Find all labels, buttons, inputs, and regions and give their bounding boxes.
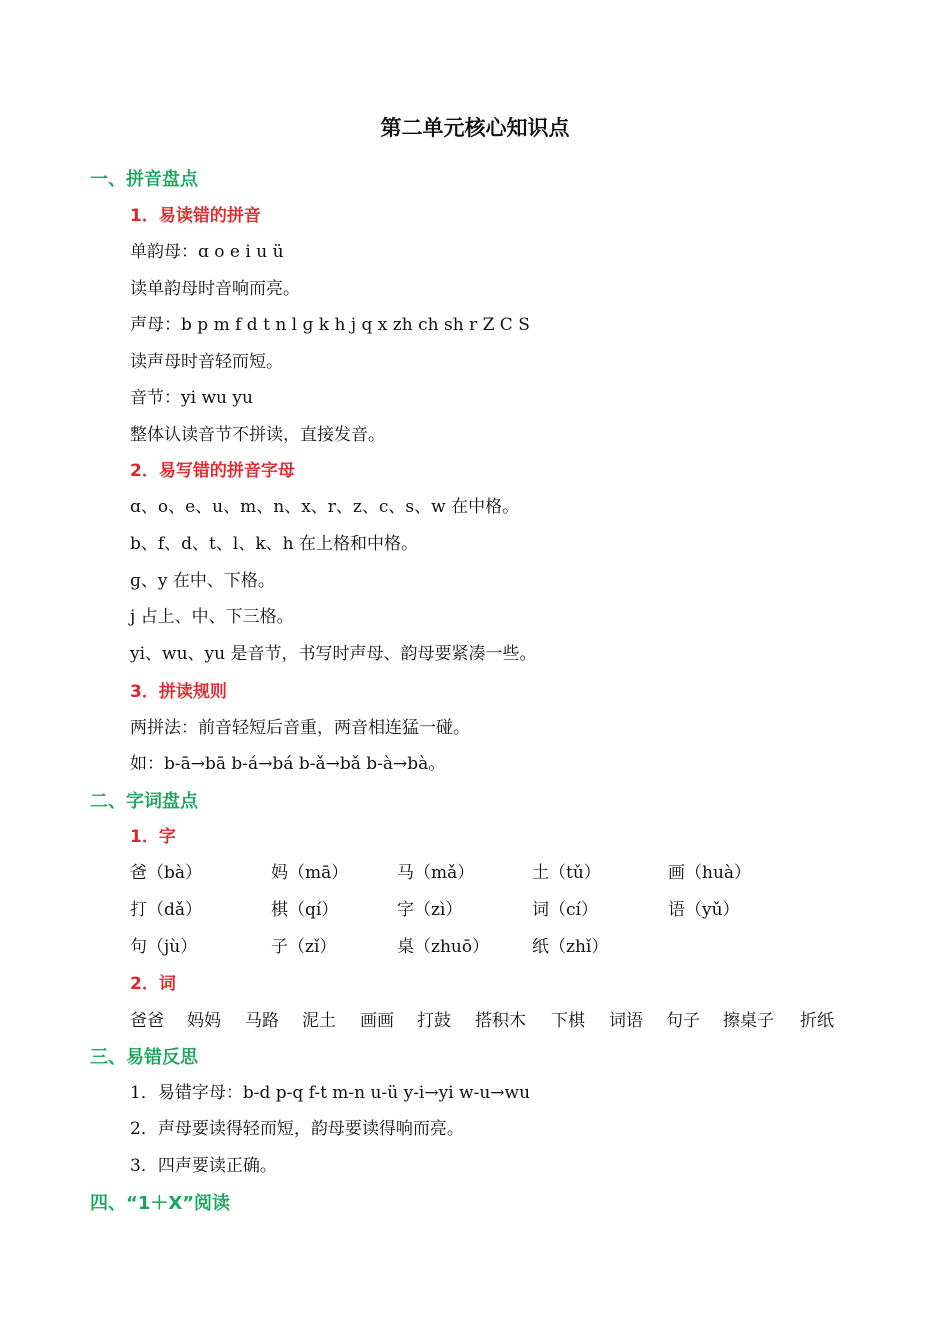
char-item: 土（tǔ） (532, 863, 601, 883)
char-item: 子（zǐ） (271, 937, 337, 957)
subheading-spelling-rules: 3．拼读规则 (130, 682, 227, 702)
char-item: 打（dǎ） (130, 900, 203, 920)
char-item: 语（yǔ） (668, 900, 740, 920)
char-item: 马（mǎ） (397, 863, 475, 883)
vocab-word: 擦桌子 (723, 1011, 774, 1031)
text-line: 1．易错字母：b-d p-q f-t m-n u-ü y-i→yi w-u→wu (130, 1083, 531, 1103)
subheading-miswritten-letters: 2．易写错的拼音字母 (130, 461, 295, 481)
char-item: 词（cí） (532, 900, 598, 920)
vocab-word: 打鼓 (417, 1011, 451, 1031)
text-line: yi、wu、yu 是音节，书写时声母、韵母要紧凑一些。 (130, 644, 537, 664)
text-line: 读单韵母时音响而亮。 (130, 279, 300, 299)
section-heading-words: 二、字词盘点 (90, 791, 198, 812)
text-line: 声母：b p m f d t n l ɡ k h j q x zh ch sh r Z C S (130, 315, 530, 335)
text-line: b、f、d、t、l、k、h 在上格和中格。 (130, 534, 418, 554)
page-title: 第二单元核心知识点 (380, 116, 570, 140)
text-line: 单韵母：ɑ o e i u ü (130, 242, 284, 262)
text-line: ɑ、o、e、u、m、n、x、r、z、c、s、w 在中格。 (130, 497, 520, 517)
subheading-vocabulary: 2．词 (130, 974, 176, 994)
char-item: 妈（mā） (271, 863, 349, 883)
char-item: 爸（bà） (130, 863, 203, 883)
vocab-word: 词语 (609, 1011, 643, 1031)
vocab-word: 泥土 (302, 1011, 336, 1031)
vocab-word: 妈妈 (187, 1011, 221, 1031)
char-item: 字（zì） (397, 900, 463, 920)
text-line: ɡ、y 在中、下格。 (130, 571, 275, 591)
char-item: 画（huà） (668, 863, 752, 883)
vocab-word: 搭积木 (475, 1011, 526, 1031)
text-line: 如：b-ā→bā b-á→bá b-ǎ→bǎ b-à→bà。 (130, 754, 446, 774)
text-line: j 占上、中、下三格。 (130, 607, 294, 627)
text-line: 3．四声要读正确。 (130, 1156, 277, 1176)
subheading-misread-pinyin: 1．易读错的拼音 (130, 206, 261, 226)
char-item: 句（jù） (130, 937, 198, 957)
text-line: 读声母时音轻而短。 (130, 352, 283, 372)
vocab-word: 折纸 (800, 1011, 834, 1031)
text-line: 音节：yi wu yu (130, 388, 253, 408)
char-item: 桌（zhuō） (397, 937, 490, 957)
subheading-characters: 1．字 (130, 827, 176, 847)
text-line: 两拼法：前音轻短后音重，两音相连猛一碰。 (130, 718, 470, 738)
section-heading-pinyin: 一、拼音盘点 (90, 169, 198, 190)
vocab-word: 爸爸 (130, 1011, 164, 1031)
vocab-word: 下棋 (551, 1011, 585, 1031)
section-heading-mistakes: 三、易错反思 (90, 1047, 198, 1068)
text-line: 2．声母要读得轻而短，韵母要读得响而亮。 (130, 1119, 464, 1139)
char-item: 棋（qí） (271, 900, 339, 920)
vocab-word: 马路 (245, 1011, 279, 1031)
char-item: 纸（zhǐ） (532, 937, 609, 957)
vocab-word: 画画 (360, 1011, 394, 1031)
text-line: 整体认读音节不拼读，直接发音。 (130, 425, 385, 445)
section-heading-reading: 四、“1＋X”阅读 (90, 1193, 231, 1214)
vocab-word: 句子 (666, 1011, 700, 1031)
